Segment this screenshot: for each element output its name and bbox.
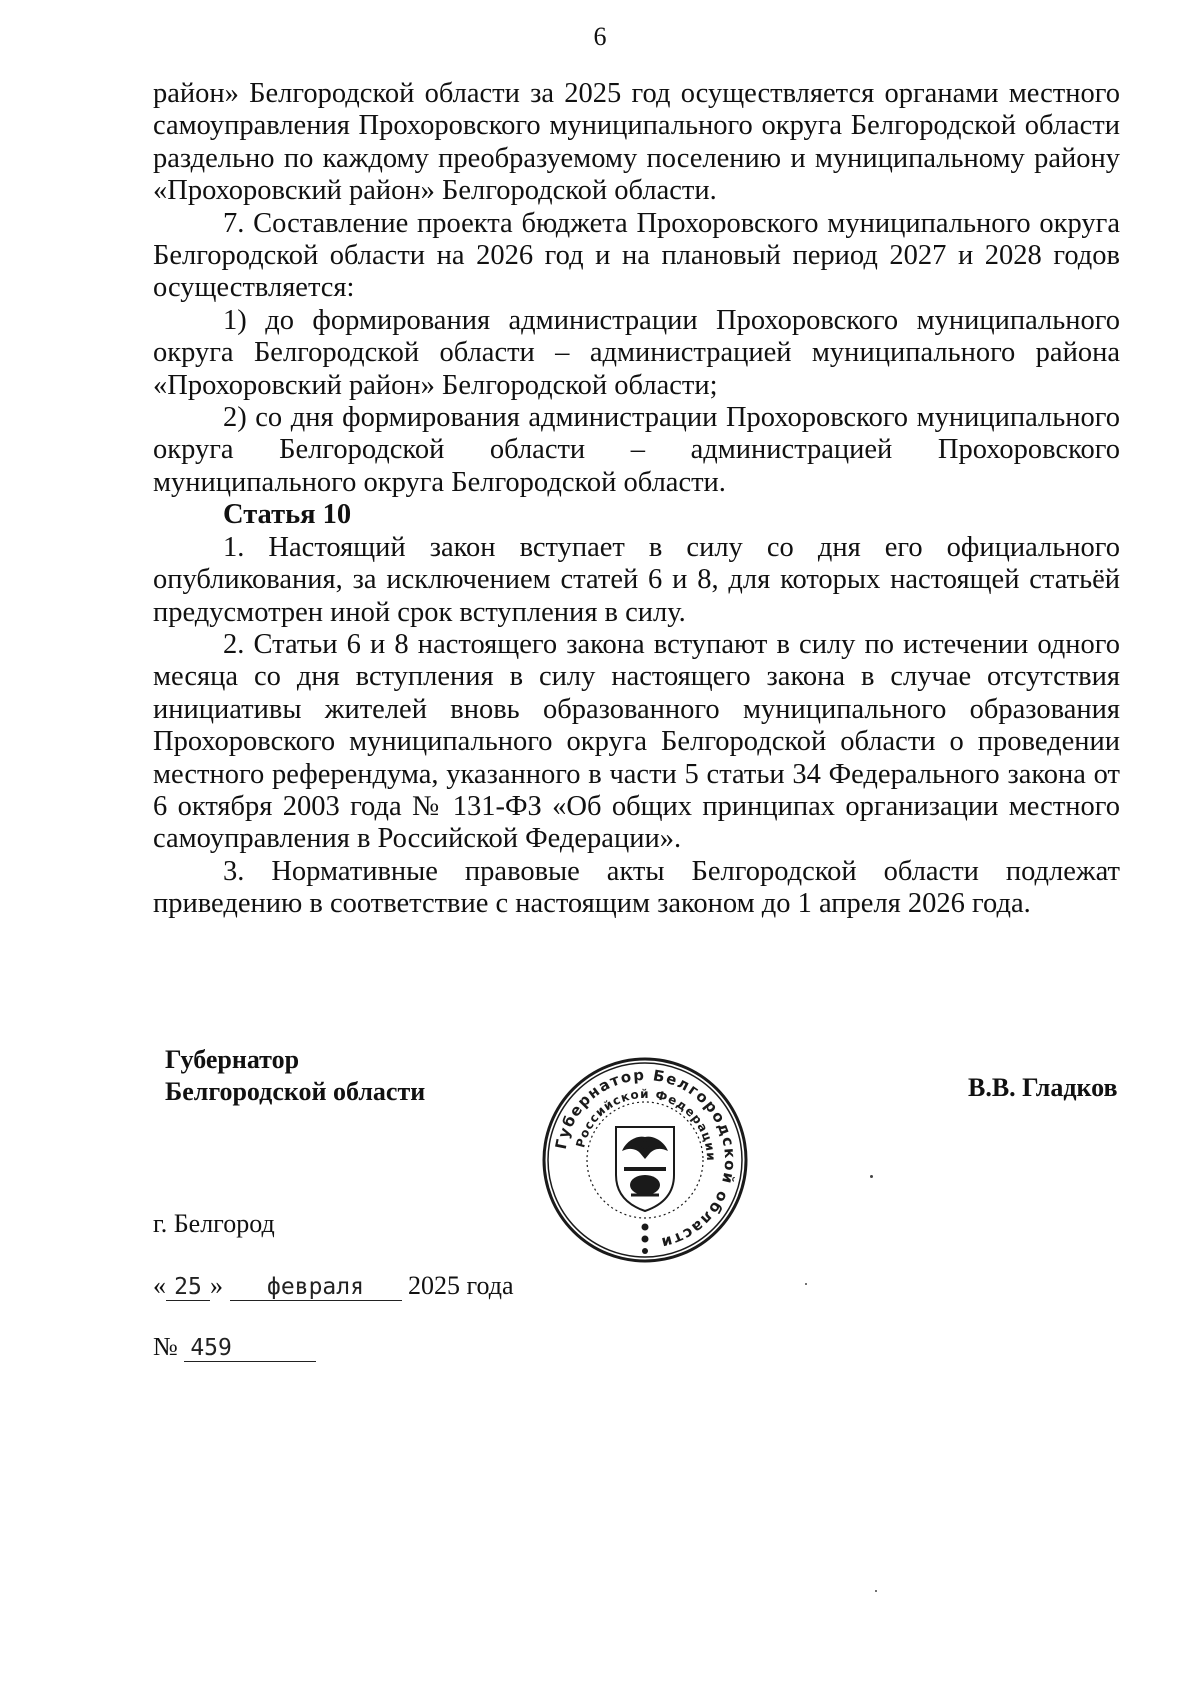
paragraph-item-7: 7. Составление проекта бюджета Прохоровского муниципального округа Белгородской области на 2026 год и на плановый период 2027 и 2028 годов осуществляется: bbox=[153, 207, 1120, 304]
law-number bbox=[153, 1331, 316, 1363]
official-seal bbox=[540, 1055, 750, 1265]
date-month: февраля bbox=[230, 1274, 402, 1301]
date-close-quote: » bbox=[210, 1271, 223, 1300]
signature-position bbox=[165, 1044, 425, 1108]
scan-speck bbox=[805, 1283, 807, 1285]
place-of-signing: г. Белгород bbox=[153, 1209, 275, 1238]
signature-position-line2: Белгородской области bbox=[165, 1077, 426, 1106]
date-day: 25 bbox=[166, 1274, 210, 1301]
page-number: 6 bbox=[593, 22, 607, 51]
scan-speck bbox=[875, 1590, 877, 1592]
paragraph-continuation: район» Белгородской области за 2025 год осуществляется органами местного самоуправления Прохоровского муниципального округа Белгородской области раздельно по каждому преобразуемому поселению и муниципальному району «Прохоровский район» Белгородской области. bbox=[153, 78, 1120, 207]
article-item-2: 2. Статьи 6 и 8 настоящего закона вступают в силу по истечении одного месяца со дня вступления в силу настоящего закона в случае отсутствия инициативы жителей вновь образованного муниципального образования Прохоровского муниципального округа Белгородской области о проведении местного референдума, указанного в части 5 статьи 34 Федерального закона от 6 октября 2003 года № 131-ФЗ «Об общих принципах организации местного самоуправления в Российской Федерации». bbox=[153, 628, 1120, 855]
signing-date bbox=[153, 1270, 514, 1302]
paragraph-subitem-2: 2) со дня формирования администрации Прохоровского муниципального округа Белгородской области – администрацией Прохоровского муниципального округа Белгородской области. bbox=[153, 402, 1120, 498]
seal-inner-text: Российской Федерации bbox=[573, 1086, 719, 1162]
seal-graphic bbox=[540, 1055, 750, 1265]
article-title: Статья 10 bbox=[223, 499, 352, 531]
number-value: 459 bbox=[184, 1335, 316, 1362]
number-sign: № bbox=[153, 1332, 178, 1361]
date-year: 2025 года bbox=[408, 1271, 514, 1300]
signature-position-line1: Губернатор bbox=[165, 1045, 300, 1074]
paragraph-subitem-1: 1) до формирования администрации Прохоровского муниципального округа Белгородской области – администрацией муниципального района «Прохоровский район» Белгородской области; bbox=[153, 304, 1120, 401]
seal-outer-text: Губернатор Белгородской области bbox=[551, 1065, 740, 1253]
article-item-3: 3. Нормативные правовые акты Белгородской области подлежат приведению в соответствие с настоящим законом до 1 апреля 2026 года. bbox=[153, 855, 1120, 920]
document-body bbox=[153, 78, 1120, 921]
date-open-quote: « bbox=[153, 1271, 166, 1300]
coat-of-arms-icon bbox=[616, 1127, 674, 1211]
article-item-1: 1. Настоящий закон вступает в силу со дня его официального опубликования, за исключением статей 6 и 8, для которых настоящей статьёй предусмотрен иной срок вступления в силу. bbox=[153, 531, 1120, 628]
signer-name: В.В. Гладков bbox=[968, 1073, 1118, 1102]
scan-speck bbox=[870, 1175, 873, 1178]
